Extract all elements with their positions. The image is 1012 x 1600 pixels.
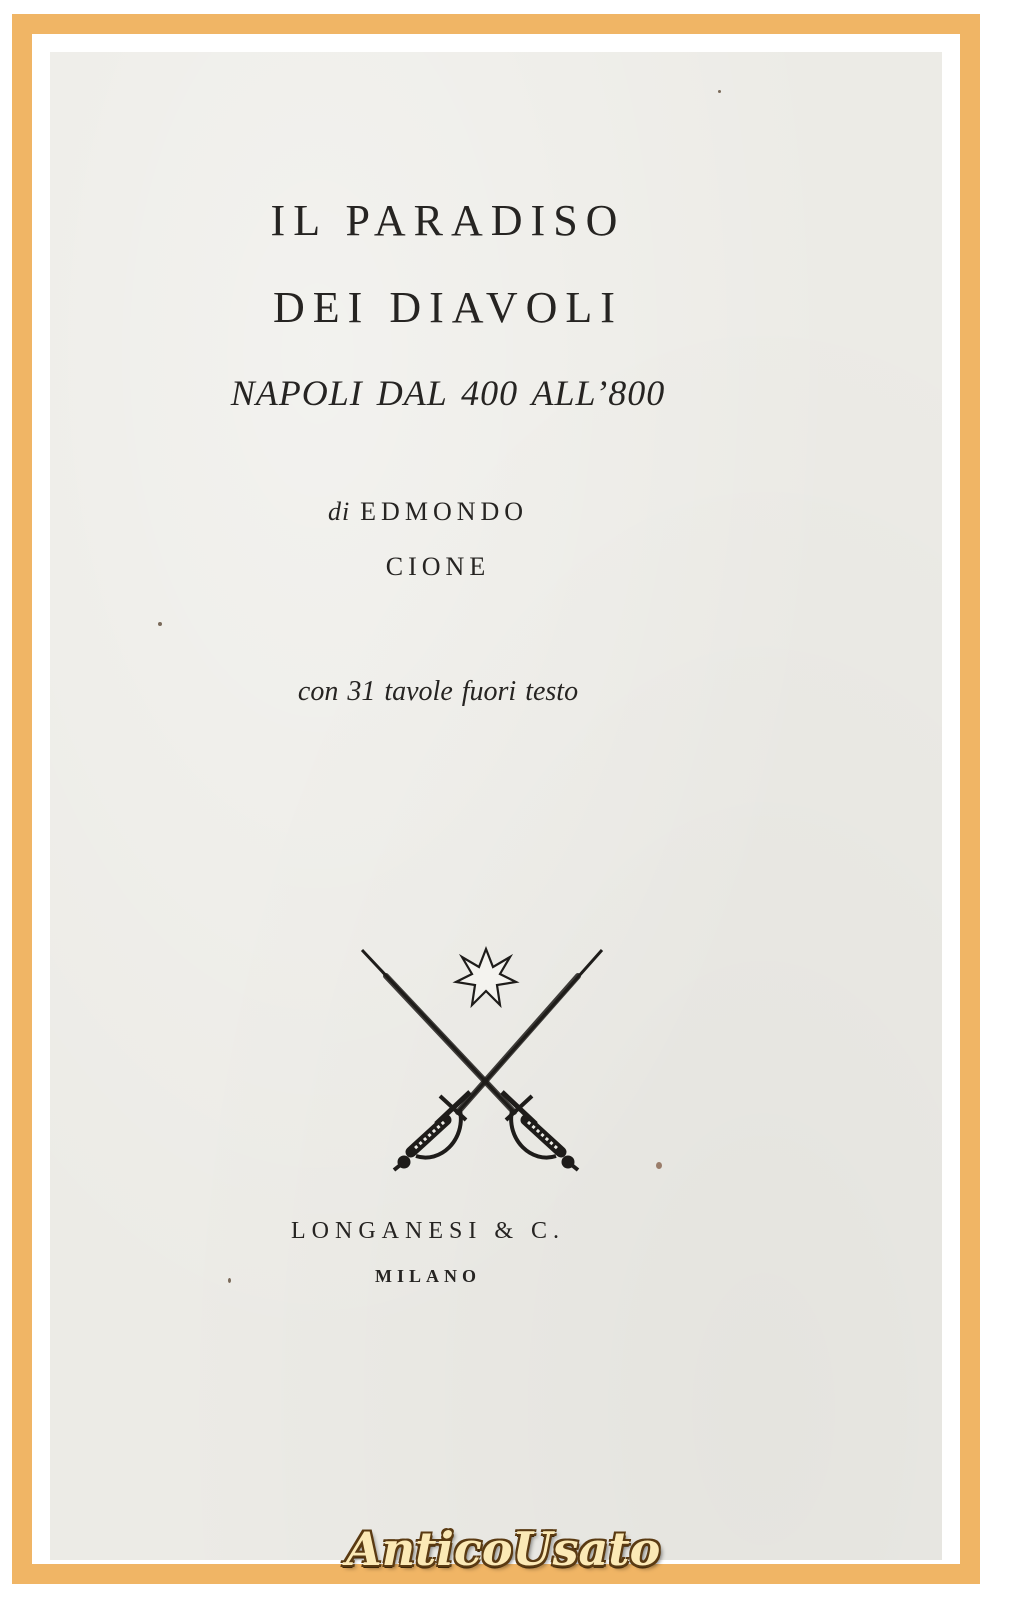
book-title-line-1: IL PARADISO — [270, 196, 626, 245]
paper-speck — [158, 622, 162, 626]
paper-speck — [656, 1162, 662, 1169]
crossed-swords-with-star-icon — [356, 942, 616, 1182]
paper-speck — [228, 1278, 231, 1283]
publisher-name: LONGANESI & C. — [291, 1218, 565, 1244]
author-last-name: CIONE — [385, 552, 491, 581]
author-line — [50, 497, 874, 527]
author-first-name: EDMONDO — [360, 497, 529, 526]
book-subtitle: NAPOLI DAL 400 ALL’800 — [230, 373, 666, 413]
paper-speck — [718, 90, 721, 93]
plates-note: con 31 tavole fuori testo — [297, 676, 579, 707]
publisher-city: MILANO — [375, 1266, 481, 1286]
title-page — [50, 52, 942, 1560]
watermark-text: AnticoUsato — [346, 1522, 661, 1576]
author-prefix: di — [327, 497, 351, 526]
book-title-line-2: DEI DIAVOLI — [273, 283, 623, 332]
watermark-logo — [346, 1518, 661, 1586]
star-icon — [456, 949, 516, 1005]
